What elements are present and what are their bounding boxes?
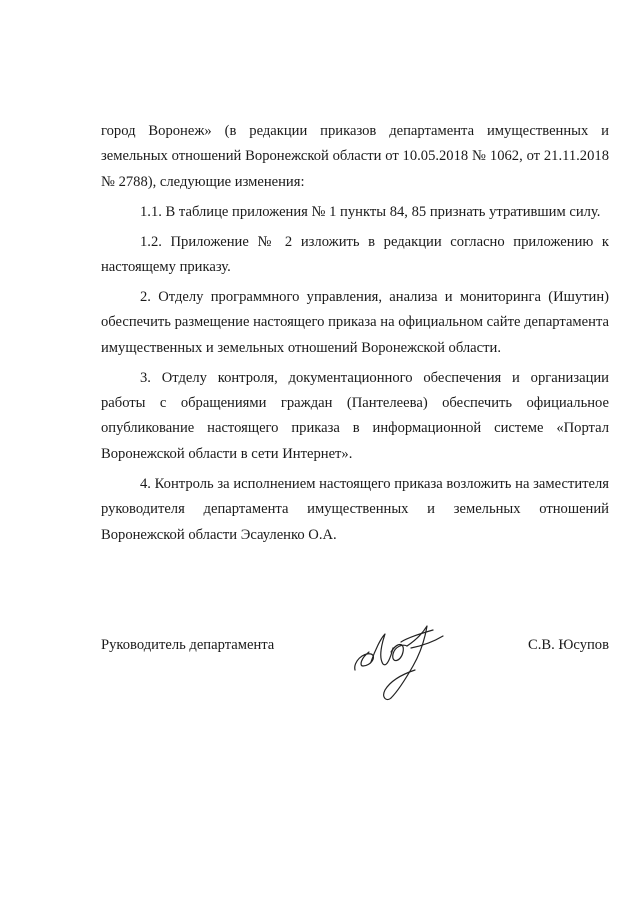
signatory-name: С.В. Юсупов — [528, 637, 609, 653]
paragraph-3: 3. Отделу контроля, документационного обеспечения и организации работы с обращениями граждан (Пантелеева) обеспечить официальное опубликование настоящего приказа в информационной системе «Портал Воронежской области в сети Интернет». — [101, 369, 609, 462]
paragraph-intro: город Воронеж» (в редакции приказов департамента имущественных и земельных отношений Воронежской области от 10.05.2018 № 1062, от 21.11.2018 № 2788), следующие изменения: — [101, 123, 609, 190]
signature-block — [101, 612, 609, 702]
handwritten-signature — [341, 612, 451, 702]
paragraph-2: 2. Отделу программного управления, анализа и мониторинга (Ишутин) обеспечить размещение настоящего приказа на официальном сайте департамента имущественных и земельных отношений Воронежской области. — [101, 288, 609, 356]
paragraph-1-2: 1.2. Приложение № 2 изложить в редакции согласно приложению к настоящему приказу. — [101, 233, 609, 276]
paragraph-1-1: 1.1. В таблице приложения № 1 пункты 84, 85 признать утратившим силу. — [140, 203, 601, 220]
paragraph-4: 4. Контроль за исполнением настоящего приказа возложить на заместителя руководителя департамента имущественных и земельных отношений Воронежской области Эсауленко О.А. — [101, 475, 609, 543]
document-body — [101, 119, 609, 553]
signatory-position: Руководитель департамента — [101, 637, 275, 653]
